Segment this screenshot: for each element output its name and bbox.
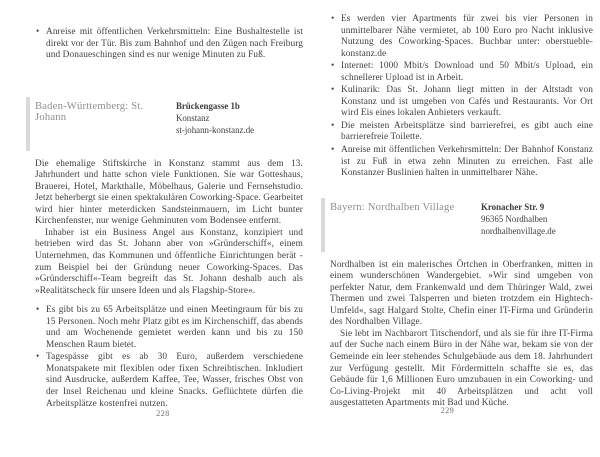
- bullet-text: Anreise mit öffentlichen Verkehrsmitteln: Der Bahnhof Konstanz ist zu Fuß in etwa zehn Minuten zu erreichen. Fast alle Konstanzer Buslinien halten in unmittelbarer Nähe.: [341, 145, 593, 179]
- page-number-right: 229: [440, 406, 455, 415]
- right-top-bullet-list: [330, 14, 593, 180]
- bullet-item: [330, 14, 593, 60]
- bullet-text: Die meisten Arbeitsplätze sind barrierefrei, es gibt auch eine barrierefreie Toilette.: [341, 120, 593, 143]
- bullet-item: [330, 61, 593, 84]
- paragraph: Sie lebt im Nachbarort Titschendorf, und als sie für ihre IT-Firma auf der Suche nach einem Büro in der Nähe war, bekam sie von der Gemeinde ein leer stehendes Schulgebäude aus dem 18. Jahrhundert zur Verfügung gestellt. Mit Fördermitteln schaffte sie es, das Gebäude für 1,6 Millionen Euro umzubauen in ein Coworking- und Co-Living-Projekt mit 40 Arbeitsplätzen und acht voll ausgestatteten Apartments mit Bad und Küche.: [330, 328, 593, 409]
- page-number-left: 228: [156, 409, 170, 418]
- paragraph: Nordhalben ist ein malerisches Örtchen in Oberfranken, mitten in einem wunderschönen Wandergebiet. »Wir sind umgeben von perfekter Natur, dem Frankenwald und dem Thüringer Wald, zwei Thermen und zwei Talsperren und bieten trotzdem ein Hightech-Umfeld«, sagt Halgard Stolte, Chefin einer IT-Firma und Gründerin des Nordhalben Village.: [330, 259, 593, 328]
- entry-header-nordhalben: [330, 201, 593, 251]
- address-city: 96365 Nordhalben: [481, 213, 548, 224]
- left-top-bullet-list: [35, 27, 303, 62]
- bullet-marker: •: [36, 305, 40, 316]
- bullet-marker: •: [331, 14, 335, 24]
- address-website: nordhalbenvillage.de: [481, 226, 556, 237]
- book-page-right: [330, 14, 593, 415]
- address-city: Konstanz: [175, 112, 210, 123]
- bullet-marker: •: [331, 85, 335, 96]
- bullet-text: Kulinarik: Das St. Johann liegt mitten in der Altstadt von Konstanz und ist umgeben von Cafés und Restaurants. Vor Ort wird Eis eines lokalen Anbieters verkauft.: [341, 85, 593, 119]
- entry-title: Bayern: Nordhalben Village: [330, 201, 455, 213]
- address-street: Kronacher Str. 9: [481, 201, 545, 212]
- entry-address: [481, 201, 593, 238]
- bullet-item: [35, 352, 303, 410]
- bullet-item: [330, 85, 593, 120]
- entry-accent-bar: [26, 97, 30, 151]
- book-page-left: [35, 26, 303, 418]
- entry-header-st-johann: [35, 100, 303, 150]
- bullet-item: [330, 121, 593, 144]
- entry-accent-bar: [321, 198, 325, 252]
- paragraph: Die ehemalige Stiftskirche in Konstanz stammt aus dem 13. Jahrhundert und hatte schon viele Funktionen. Sie war Gotteshaus, Brauerei, Hotel, Markthalle, Möbelhaus, Galerie und Fernsehstudio. Jetzt beherbergt sie einen spektakulären Coworking-Space. Gearbeitet wird hier hinter meterdicken Sandsteinmauern, im Licht bunter Kirchenfenster, nur wenige Gehminuten vom Bodensee entfernt.: [35, 158, 303, 227]
- bullet-text: Es werden vier Apartments für zwei bis vier Personen in unmittelbarer Nähe vermietet, ab 100 Euro pro Nacht inklusive Nutzung des Coworking-Spaces. Buchbar unter: oberstueble-konstanz.de: [341, 14, 593, 59]
- bullet-marker: •: [36, 27, 40, 37]
- address-website: st-johann-konstanz.de: [175, 125, 255, 136]
- bullet-marker: •: [36, 352, 40, 363]
- entry-title: Baden-Württemberg: St. Johann: [35, 100, 144, 123]
- bullet-marker: •: [331, 120, 335, 131]
- bullet-text: Internet: 1000 Mbit/s Download und 50 Mbit/s Upload, ein schnellerer Upload ist in Arbeit.: [341, 61, 593, 83]
- left-bullet-list: [35, 305, 303, 410]
- bullet-text: Es gibt bis zu 65 Arbeitsplätze und einen Meetingraum für bis zu 15 Personen. Noch mehr Platz gibt es im Kirchenschiff, das abends und am Wochenende gemietet werden kann und bis zu 150 Menschen Raum bietet.: [46, 305, 303, 350]
- bullet-text: Anreise mit öffentlichen Verkehrsmitteln: Eine Bushaltestelle ist direkt vor der Tür. Bis zum Bahnhof und den Zügen nach Freiburg und Donaueschingen sind es nur wenige Minuten zu Fuß.: [46, 27, 303, 61]
- bullet-text: Tagespässe gibt es ab 30 Euro, außerdem verschiedene Monatspakete mit flexiblen oder fixen Schreibtischen. Inkludiert sind Ausdrucke, außerdem Kaffee, Tee, Wasser, frisches Obst von der Insel Reichenau und kleine Snacks. Geflüchtete dürfen die Arbeitsplätze kostenfrei nutzen.: [46, 352, 303, 409]
- bullet-item: [330, 145, 593, 180]
- bullet-item: [35, 27, 303, 62]
- address-street: Brückengasse 1b: [175, 100, 240, 111]
- paragraph: Inhaber ist ein Business Angel aus Konstanz, konzipiert und betrieben wird das St. Johann aber von »Gründerschiff«, einem Unternehmen, das Kommunen und öffentliche Einrichtungen berät - zum Beispiel bei der Gründung neuer Coworking-Spaces. Das »Gründerschiff«-Team begreift das St. Johann deshalb auch als »Realitätscheck für unsere Ideen und als Flagship-Store«.: [35, 227, 303, 296]
- entry-address: [176, 100, 303, 137]
- bullet-item: [35, 305, 303, 351]
- bullet-marker: •: [331, 61, 335, 72]
- bullet-marker: •: [331, 145, 335, 156]
